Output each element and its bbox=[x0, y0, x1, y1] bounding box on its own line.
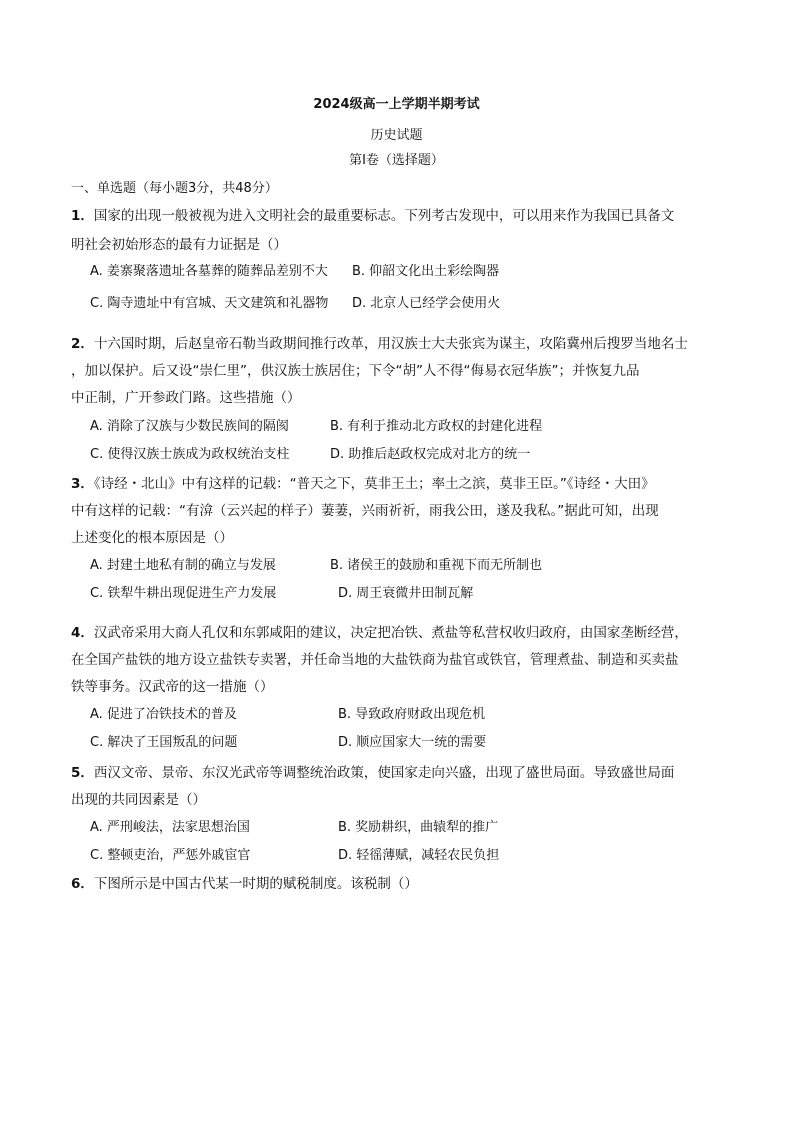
question-4-option-c: C. 解决了王国叛乱的问题 bbox=[90, 735, 238, 750]
question-3-line-3: 上述变化的根本原因是（） bbox=[71, 530, 233, 546]
exam-subject: 历史试题 bbox=[370, 128, 423, 143]
question-4-line-2: 在全国产盐铁的地方设立盐铁专卖署，并任命当地的大盐铁商为盐官或铁官，管理煮盐、制造和买卖盐 bbox=[71, 652, 679, 668]
question-3-option-d: D. 周王衰微井田制瓦解 bbox=[338, 586, 474, 601]
question-3-line-1 bbox=[71, 474, 731, 494]
question-5-option-b: B. 奖励耕织，曲辕犁的推广 bbox=[338, 820, 499, 835]
question-5-option-d: D. 轻徭薄赋，减轻农民负担 bbox=[338, 848, 500, 863]
question-3-line-2: 中有这样的记载：“有渰（云兴起的样子）萋萋，兴雨祈祈，雨我公田，遂及我私。”据此可知，出现 bbox=[71, 503, 659, 519]
question-2-option-b: B. 有利于推动北方政权的封建化进程 bbox=[330, 419, 543, 434]
question-1-text: 国家的出现一般被视为进入文明社会的最重要标志。下列考古发现中，可以用来作为我国已具备文 bbox=[93, 208, 675, 224]
question-3-option-b: B. 诸侯王的鼓励和重视下而无所制也 bbox=[330, 558, 543, 573]
question-2-line-2: ，加以保护。后又设“崇仁里”，供汉族士族居住；下令“胡”人不得“侮易衣冠华族”；并恢复九品 bbox=[71, 363, 640, 379]
question-4-option-a: A. 促进了冶铁技术的普及 bbox=[90, 707, 237, 722]
question-1-option-a: A. 姜寨聚落遗址各墓葬的随葬品差别不大 bbox=[90, 264, 328, 279]
question-4-option-d: D. 顺应国家大一统的需要 bbox=[338, 735, 487, 750]
question-5-text: 西汉文帝、景帝、东汉光武帝等调整统治政策，使国家走向兴盛，出现了盛世局面。导致盛世局面 bbox=[93, 765, 675, 781]
exam-volume: 第Ⅰ卷（选择题） bbox=[349, 153, 444, 168]
question-3-option-a: A. 封建土地私有制的确立与发展 bbox=[90, 558, 276, 573]
question-2-line-1 bbox=[71, 334, 731, 354]
question-2-option-a: A. 消除了汉族与少数民族间的隔阂 bbox=[90, 419, 289, 434]
question-5-option-a: A. 严刑峻法，法家思想治国 bbox=[90, 820, 250, 835]
question-4-option-b: B. 导致政府财政出现危机 bbox=[338, 707, 486, 722]
question-1-option-c: C. 陶寺遗址中有宫城、天文建筑和礼器物 bbox=[90, 296, 329, 311]
question-2-line-3: 中正制，广开参政门路。这些措施（） bbox=[71, 390, 301, 406]
question-6-line-1 bbox=[71, 874, 731, 894]
question-4-text: 汉武帝采用大商人孔仅和东郭咸阳的建议，决定把冶铁、煮盐等私营权收归政府，由国家垄断经营， bbox=[93, 625, 688, 641]
question-5-line-1 bbox=[71, 763, 731, 783]
question-5-number: 5． bbox=[71, 765, 94, 781]
question-5-option-c: C. 整顿吏治，严惩外戚宦官 bbox=[90, 848, 251, 863]
question-1-option-d: D. 北京人已经学会使用火 bbox=[352, 296, 501, 311]
question-4-number: 4． bbox=[71, 625, 94, 641]
section-heading: 一、单选题（每小题3分，共48分） bbox=[71, 181, 278, 196]
question-2-option-d: D. 助推后赵政权完成对北方的统一 bbox=[330, 447, 531, 462]
question-4-line-1 bbox=[71, 623, 731, 643]
question-3-option-c: C. 铁犁牛耕出现促进生产力发展 bbox=[90, 586, 277, 601]
question-1-line-2: 明社会初始形态的最有力证据是（） bbox=[71, 237, 287, 253]
question-6-text: 下图所示是中国古代某一时期的赋税制度。该税制（） bbox=[93, 876, 418, 892]
question-6-number: 6． bbox=[71, 876, 94, 892]
question-5-line-2: 出现的共同因素是（） bbox=[71, 792, 206, 808]
question-1-line-1 bbox=[71, 206, 731, 226]
question-3-number: 3． bbox=[71, 476, 94, 492]
question-2-text: 十六国时期，后赵皇帝石勒当政期间推行改革，用汉族士大夫张宾为谋主，攻陷冀州后搜罗当地名士 bbox=[93, 336, 688, 352]
question-2-option-c: C. 使得汉族士族成为政权统治支柱 bbox=[90, 447, 290, 462]
question-2-number: 2． bbox=[71, 336, 94, 352]
question-1-option-b: B. 仰韶文化出土彩绘陶器 bbox=[352, 264, 500, 279]
question-3-text: 《诗经・北山》中有这样的记载：“普天之下，莫非王土；率土之滨，莫非王臣。”《诗经・大田》 bbox=[93, 476, 655, 492]
question-4-line-3: 铁等事务。汉武帝的这一措施（） bbox=[71, 679, 274, 695]
exam-title: 2024级高一上学期半期考试 bbox=[313, 97, 480, 112]
question-1-number: 1． bbox=[71, 208, 94, 224]
